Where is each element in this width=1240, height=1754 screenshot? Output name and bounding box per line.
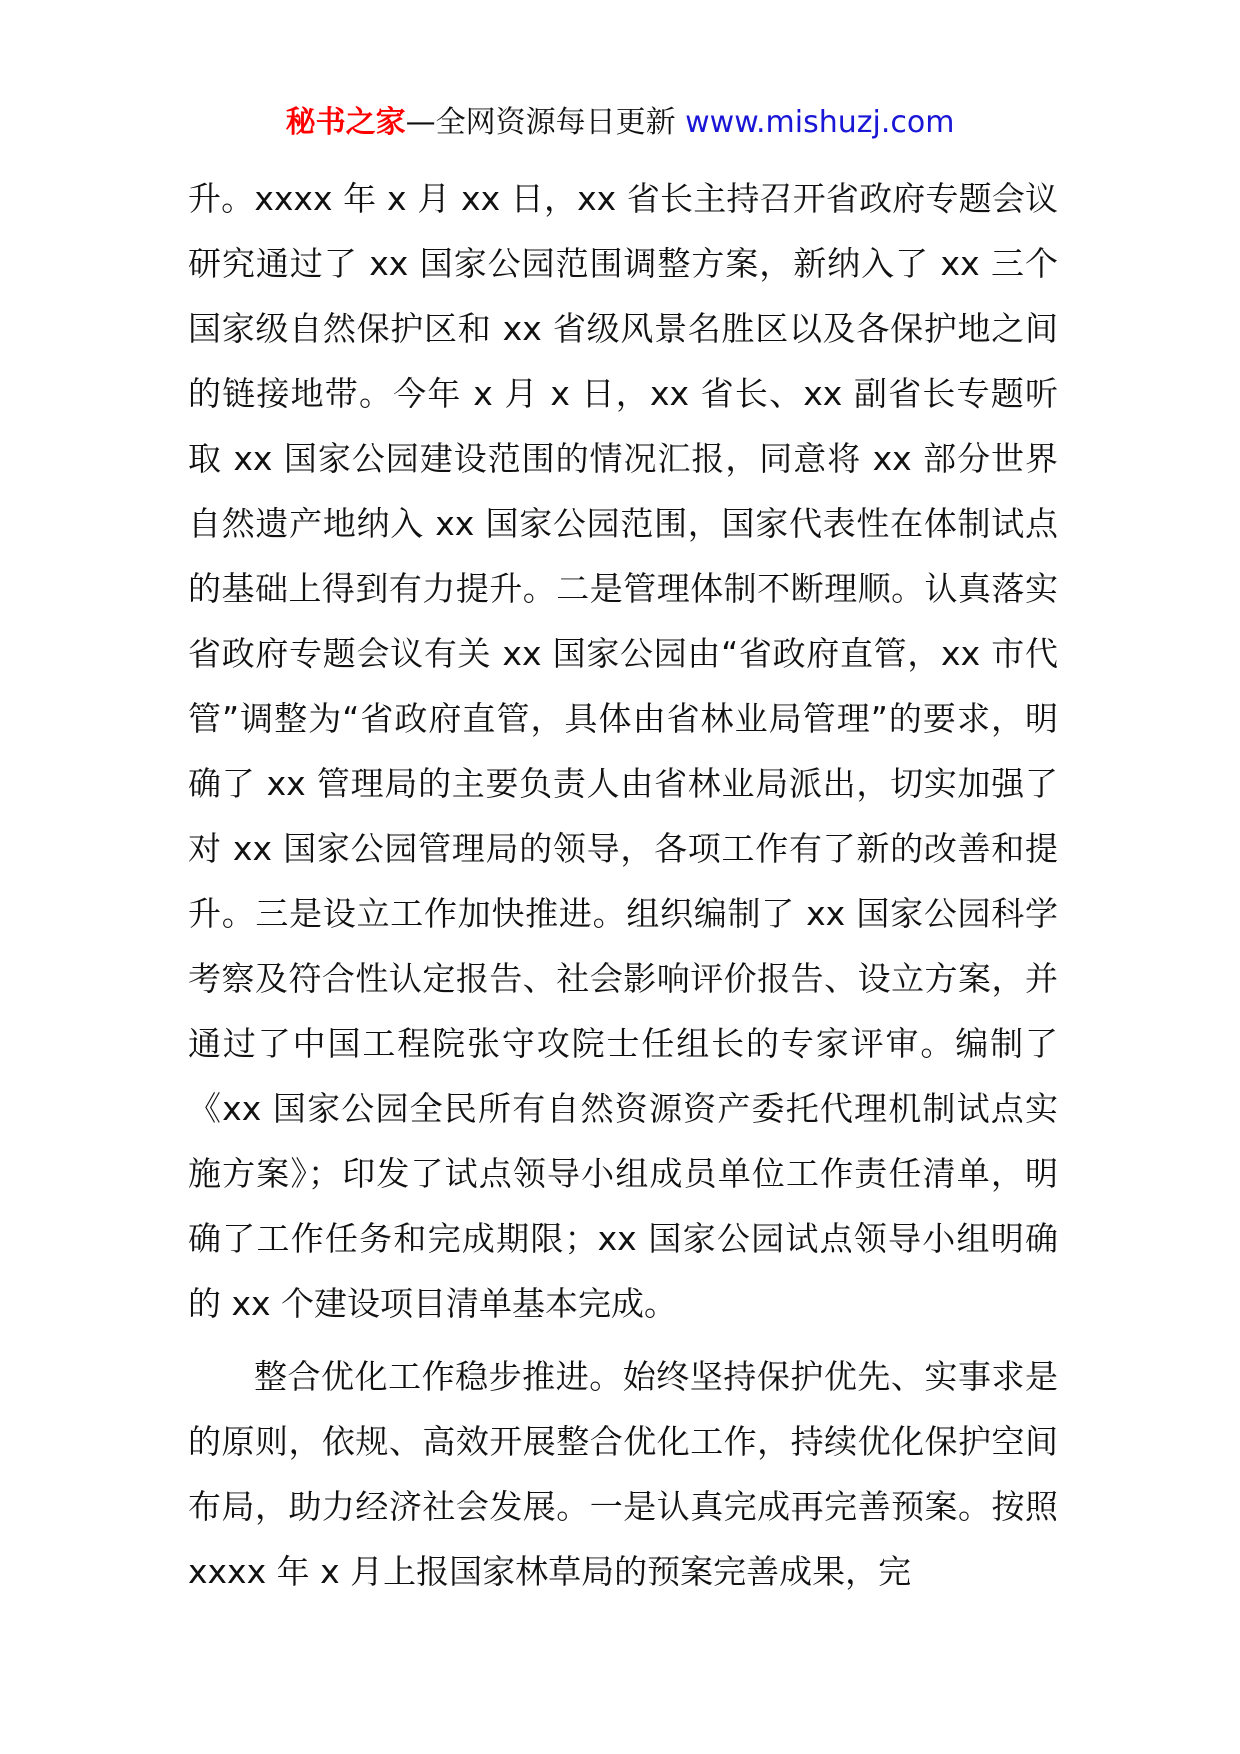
body-paragraph: 升。xxxx 年 x 月 xx 日，xx 省长主持召开省政府专题会议研究通过了 xx 国家公园范围调整方案，新纳入了 xx 三个国家级自然保护区和 xx 省级风景名胜区以及各保护地之间的链接地带。今年 x 月 x 日，xx 省长、xx 副省长专题听取 xx 国家公园建设范围的情况汇报，同意将 xx 部分世界自然遗产地纳入 xx 国家公园范围，国家代表性在体制试点的基础上得到有力提升。二是管理体制不断理顺。认真落实省政府专题会议有关 xx 国家公园由“省政府直管，xx 市代管”调整为“省政府直管，具体由省林业局管理”的要求，明确了 xx 管理局的主要负责人由省林业局派出，切实加强了对 xx 国家公园管理局的领导，各项工作有了新的改善和提升。三是设立工作加快推进。组织编制了 xx 国家公园科学考察及符合性认定报告、社会影响评价报告、设立方案，并通过了中国工程院张守攻院士任组长的专家评审。编制了《xx 国家公园全民所有自然资源资产委托代理机制试点实施方案》；印发了试点领导小组成员单位工作责任清单，明确了工作任务和完成期限；xx 国家公园试点领导小组明确的 xx 个建设项目清单基本完成。 — [188, 179, 1058, 1323]
site-header — [0, 98, 1240, 148]
header-slogan: —全网资源每日更新 — [405, 105, 676, 140]
body-paragraph: 整合优化工作稳步推进。始终坚持保护优先、实事求是的原则，依规、高效开展整合优化工作，持续优化保护空间布局，助力经济社会发展。一是认真完成再完善预案。按照 xxxx 年 x 月上报国家林草局的预案完善成果，完 — [188, 1357, 1058, 1591]
site-url-link[interactable]: www.mishuzj.com — [685, 105, 955, 140]
brand-name: 秘书之家 — [285, 105, 406, 140]
document-body — [188, 166, 1058, 1604]
